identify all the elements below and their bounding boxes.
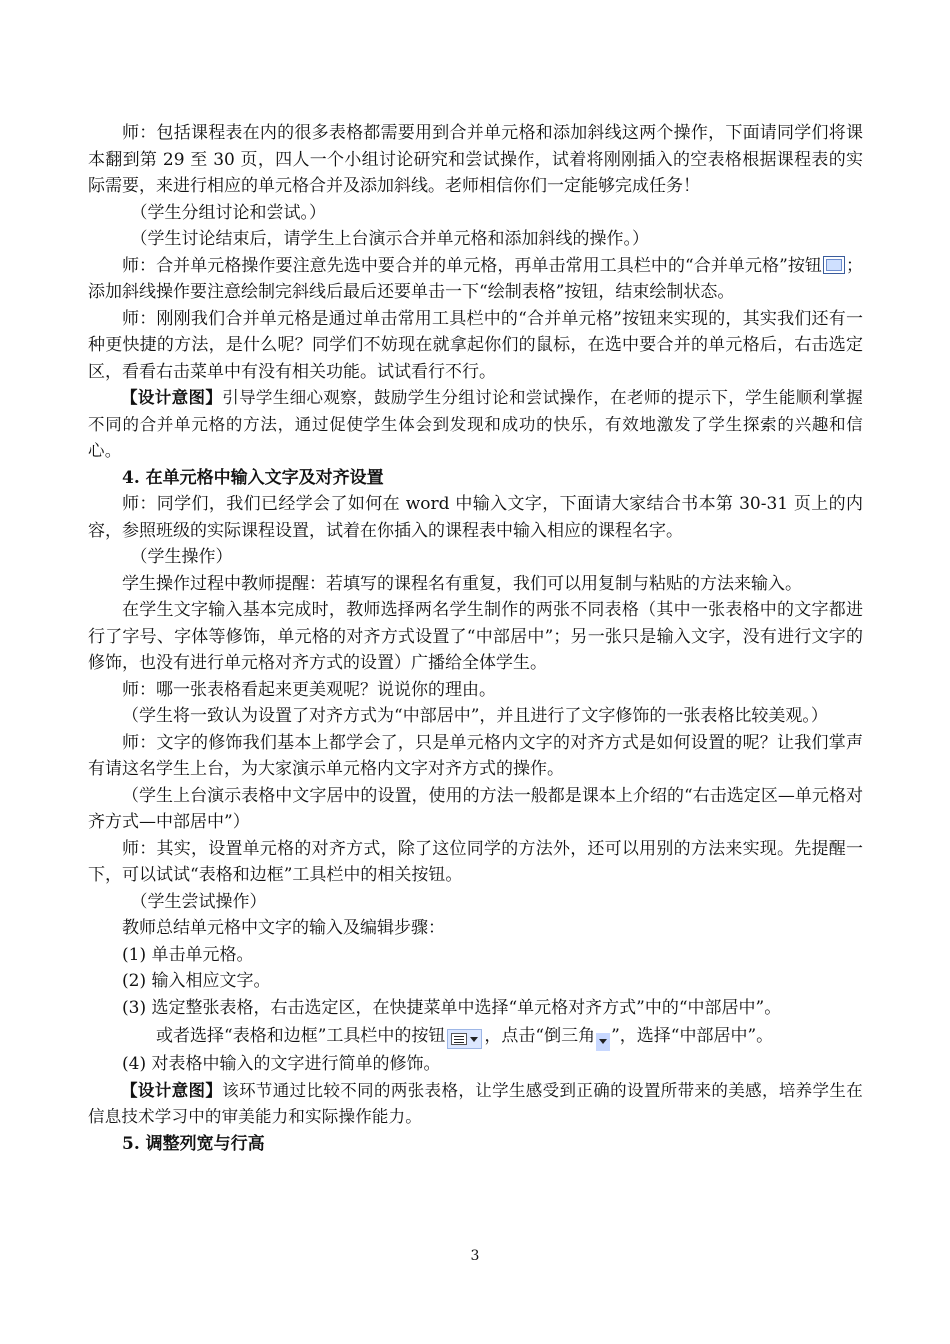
paragraph: 师：同学们，我们已经学会了如何在 word 中输入文字，下面请大家结合书本第 30-31 页上的内容，参照班级的实际课程设置，试着在你插入的课程表中输入相应的课程名字。 bbox=[88, 494, 863, 541]
paragraph: （学生分组讨论和尝试。） bbox=[130, 202, 326, 223]
list-item-continued bbox=[88, 1021, 863, 1051]
list-item: (3) 选定整张表格，右击选定区，在快捷菜单中选择“单元格对齐方式”中的“中部居中”。 bbox=[122, 997, 782, 1018]
paragraph: 学生操作过程中教师提醒：若填写的课程名有重复，我们可以用复制与粘贴的方法来输入。 bbox=[122, 573, 802, 594]
design-intent-label: 【设计意图】 bbox=[121, 1080, 223, 1100]
chevron-down-icon bbox=[470, 1037, 478, 1042]
list-item: (2) 输入相应文字。 bbox=[122, 971, 271, 991]
paragraph: （学生尝试操作） bbox=[130, 891, 267, 912]
paragraph-text: ，点击“倒三角 bbox=[484, 1026, 596, 1046]
paragraph-text: 或者选择“表格和边框”工具栏中的按钮 bbox=[156, 1026, 446, 1046]
merge-cells-icon bbox=[823, 256, 845, 274]
section-heading: 5. 调整列宽与行高 bbox=[122, 1133, 265, 1154]
paragraph: 师：文字的修饰我们基本上都学会了，只是单元格内文字的对齐方式是如何设置的呢？让我们掌声有请这名学生上台，为大家演示单元格内文字对齐方式的操作。 bbox=[88, 732, 863, 779]
paragraph-text: ；添加斜线操作要注意绘制完斜线后最后还要单击一下“绘制表格”按钮，结束绘制状态。 bbox=[88, 255, 863, 302]
triangle-down-icon bbox=[599, 1039, 607, 1044]
paragraph: （学生操作） bbox=[130, 547, 233, 567]
paragraph: （学生将一致认为设置了对齐方式为“中部居中”，并且进行了文字修饰的一张表格比较美观。） bbox=[122, 706, 828, 726]
paragraph: （学生上台演示表格中文字居中的设置，使用的方法一般都是课本上介绍的“右击选定区—单元格对齐方式—中部居中”） bbox=[88, 785, 863, 832]
design-intent-label: 【设计意图】 bbox=[121, 388, 223, 407]
design-intent-text: 该环节通过比较不同的两张表格，让学生感受到正确的设置所带来的美感，培养学生在信息技术学习中的审美能力和实际操作能力。 bbox=[88, 1080, 863, 1126]
paragraph: 师：哪一张表格看起来更美观呢？说说你的理由。 bbox=[122, 679, 496, 700]
dropdown-triangle-icon bbox=[596, 1033, 610, 1051]
design-intent-text: 引导学生细心观察，鼓励学生分组讨论和尝试操作，在老师的提示下，学生能顺利掌握不同的合并单元格的方法，通过促使学生体会到发现和成功的快乐，有效地激发了学生探索的兴趣和信心。 bbox=[88, 388, 863, 460]
paragraph-text: ”，选择“中部居中”。 bbox=[611, 1026, 774, 1046]
section-heading: 4. 在单元格中输入文字及对齐设置 bbox=[122, 467, 384, 488]
paragraph: 教师总结单元格中文字的输入及编辑步骤： bbox=[122, 918, 445, 938]
paragraph: 师：其实，设置单元格的对齐方式，除了这位同学的方法外，还可以用别的方法来实现。先提醒一下，可以试试“表格和边框”工具栏中的相关按钮。 bbox=[88, 838, 863, 885]
paragraph: 师：刚刚我们合并单元格是通过单击常用工具栏中的“合并单元格”按钮来实现的，其实我们还有一种更快捷的方法，是什么呢？同学们不妨现在就拿起你们的鼠标，在选中要合并的单元格后，右击选定区，看看右击菜单中有没有相关功能。试试看行不行。 bbox=[88, 308, 863, 382]
paragraph: 在学生文字输入基本完成时，教师选择两名学生制作的两张不同表格（其中一张表格中的文字都进行了字号、字体等修饰，单元格的对齐方式设置了“中部居中”；另一张只是输入文字，没有进行文字的修饰，也没有进行单元格对齐方式的设置）广播给全体学生。 bbox=[88, 600, 863, 673]
design-intent bbox=[88, 1078, 863, 1131]
paragraph-text: 师：合并单元格操作要注意先选中要合并的单元格，再单击常用工具栏中的“合并单元格”按钮 bbox=[122, 255, 822, 276]
paragraph: （学生讨论结束后，请学生上台演示合并单元格和添加斜线的操作。） bbox=[130, 229, 649, 249]
page-number: 3 bbox=[470, 1248, 480, 1264]
design-intent bbox=[88, 385, 863, 465]
align-lines-icon bbox=[451, 1033, 467, 1045]
cell-align-button-icon bbox=[447, 1029, 482, 1049]
list-item: (1) 单击单元格。 bbox=[122, 944, 254, 965]
paragraph: 师：包括课程表在内的很多表格都需要用到合并单元格和添加斜线这两个操作，下面请同学们将课本翻到第 29 至 30 页，四人一个小组讨论研究和尝试操作，试着将刚刚插入的空表格根据课程表的实际需要，来进行相应的单元格合并及添加斜线。老师相信你们一定能够完成任务！ bbox=[88, 123, 863, 196]
list-item: (4) 对表格中输入的文字进行简单的修饰。 bbox=[122, 1054, 441, 1074]
document-body bbox=[88, 120, 863, 1157]
paragraph bbox=[88, 253, 863, 306]
